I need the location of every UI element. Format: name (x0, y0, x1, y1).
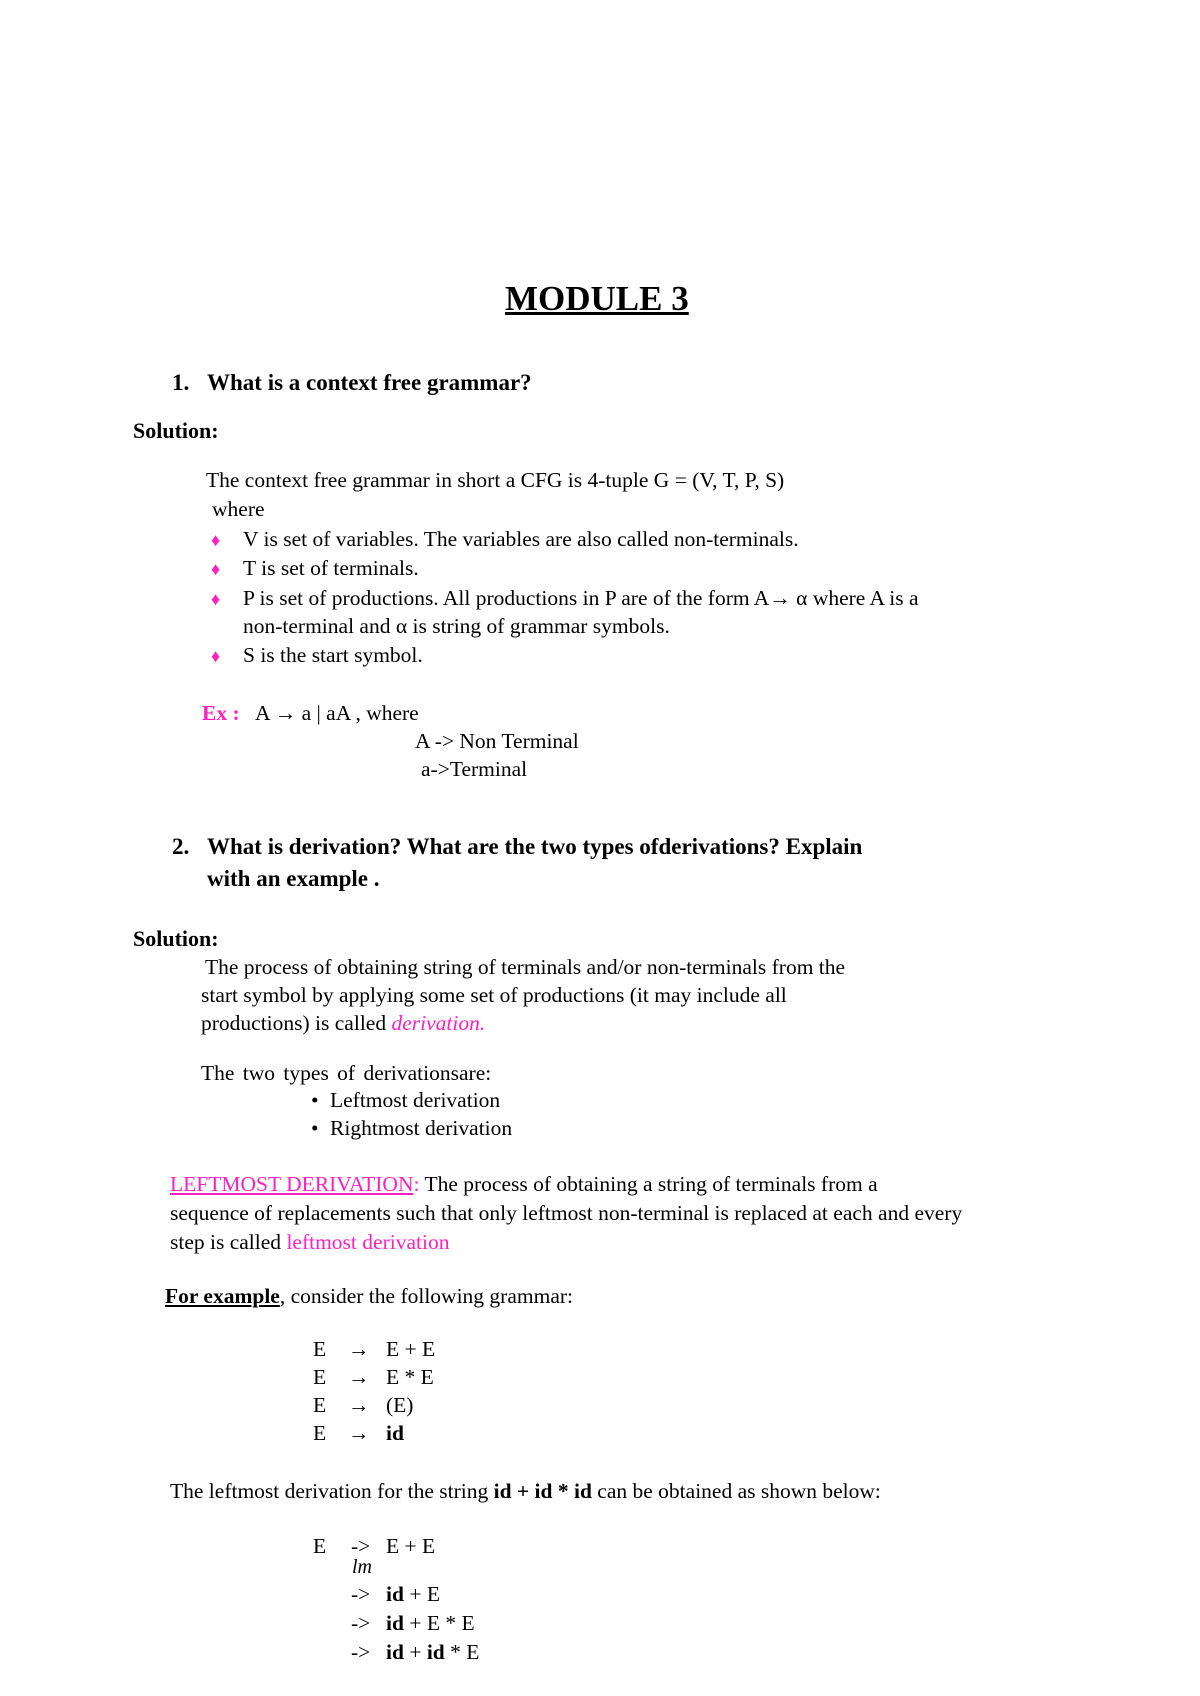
derivation-step: id + E (386, 1582, 440, 1606)
example-def-nonterminal: A -> Non Terminal (415, 729, 579, 753)
question-1-text: What is a context free grammar? (207, 370, 532, 395)
grammar-lhs: E (313, 1337, 327, 1361)
lm-subscript: lm (352, 1556, 372, 1578)
derivation-intro: The leftmost derivation for the string id + id * id can be obtained as shown below: (170, 1479, 881, 1503)
cfg-where: where (212, 497, 265, 521)
bullet-dot-icon: • (311, 1116, 319, 1140)
arrow-icon: → (348, 1337, 370, 1361)
diamond-bullet-icon: ♦ (211, 646, 221, 666)
question-2-text-line2: with an example . (207, 866, 380, 891)
grammar-rhs: id (386, 1421, 404, 1445)
type-leftmost: Leftmost derivation (330, 1088, 501, 1112)
example-label: Ex : (202, 701, 240, 725)
page-title: MODULE 3 (505, 279, 689, 318)
solution-2-label: Solution: (133, 926, 219, 951)
grammar-lhs: E (313, 1393, 327, 1417)
grammar-rhs: E * E (386, 1365, 434, 1389)
lmd-heading: LEFTMOST DERIVATION (170, 1172, 414, 1196)
derivation-arrow: -> (351, 1582, 371, 1606)
derivation-step: id + id * E (386, 1640, 480, 1664)
bullet-productions: P is set of productions. All productions in P are of the form A→ α where A is a (243, 586, 919, 610)
derivation-step: id + E * E (386, 1611, 475, 1635)
arrow-icon: → (348, 1393, 370, 1417)
diamond-bullet-icon: ♦ (211, 589, 221, 609)
arrow-icon: → (348, 1365, 370, 1389)
derivation-start: E (313, 1534, 327, 1558)
grammar-lhs: E (313, 1365, 327, 1389)
bullet-terminals: T is set of terminals. (243, 556, 419, 580)
example-rule: A → a | aA , where (255, 701, 419, 725)
example-label-bold: For example (165, 1284, 280, 1308)
question-2-number: 2. (172, 834, 190, 859)
example-def-terminal: a->Terminal (421, 757, 528, 781)
lmd-line1: LEFTMOST DERIVATION: The process of obtaining a string of terminals from a (170, 1172, 878, 1196)
lmd-line2: sequence of replacements such that only leftmost non-terminal is replaced at each and every (170, 1201, 963, 1225)
example-intro: For example, consider the following grammar: (165, 1284, 574, 1308)
derivation-arrow: -> (351, 1611, 371, 1635)
diamond-bullet-icon: ♦ (211, 559, 221, 579)
types-intro: The two types of derivationsare: (201, 1061, 492, 1085)
derivation-para-line2: start symbol by applying some set of productions (it may include all (201, 983, 787, 1007)
lmd-line3: step is called leftmost derivation (170, 1230, 450, 1254)
grammar-lhs: E (313, 1421, 327, 1445)
lmd-term: leftmost derivation (286, 1230, 450, 1254)
question-2-text-line1: What is derivation? What are the two types ofderivations? Explain (207, 834, 863, 859)
target-string: id + id * id (493, 1479, 592, 1503)
type-rightmost: Rightmost derivation (330, 1116, 513, 1140)
derivation-step: E + E (386, 1534, 436, 1558)
solution-1-label: Solution: (133, 418, 219, 443)
bullet-variables: V is set of variables. The variables are also called non-terminals. (243, 527, 799, 551)
grammar-rhs: E + E (386, 1337, 436, 1361)
bullet-start-symbol: S is the start symbol. (243, 643, 423, 667)
derivation-para-line3: productions) is called derivation. (201, 1011, 486, 1035)
bullet-productions-cont: non-terminal and α is string of grammar symbols. (243, 614, 670, 638)
grammar-rhs: (E) (386, 1393, 414, 1417)
derivation-para-line1: The process of obtaining string of terminals and/or non-terminals from the (205, 955, 846, 979)
bullet-dot-icon: • (311, 1088, 319, 1112)
derivation-arrow: -> (351, 1534, 371, 1558)
cfg-intro: The context free grammar in short a CFG is 4-tuple G = (V, T, P, S) (206, 468, 785, 492)
arrow-icon: → (348, 1421, 370, 1445)
diamond-bullet-icon: ♦ (211, 530, 221, 550)
question-1-number: 1. (172, 370, 190, 395)
derivation-arrow: -> (351, 1640, 371, 1664)
derivation-term: derivation. (391, 1011, 486, 1035)
